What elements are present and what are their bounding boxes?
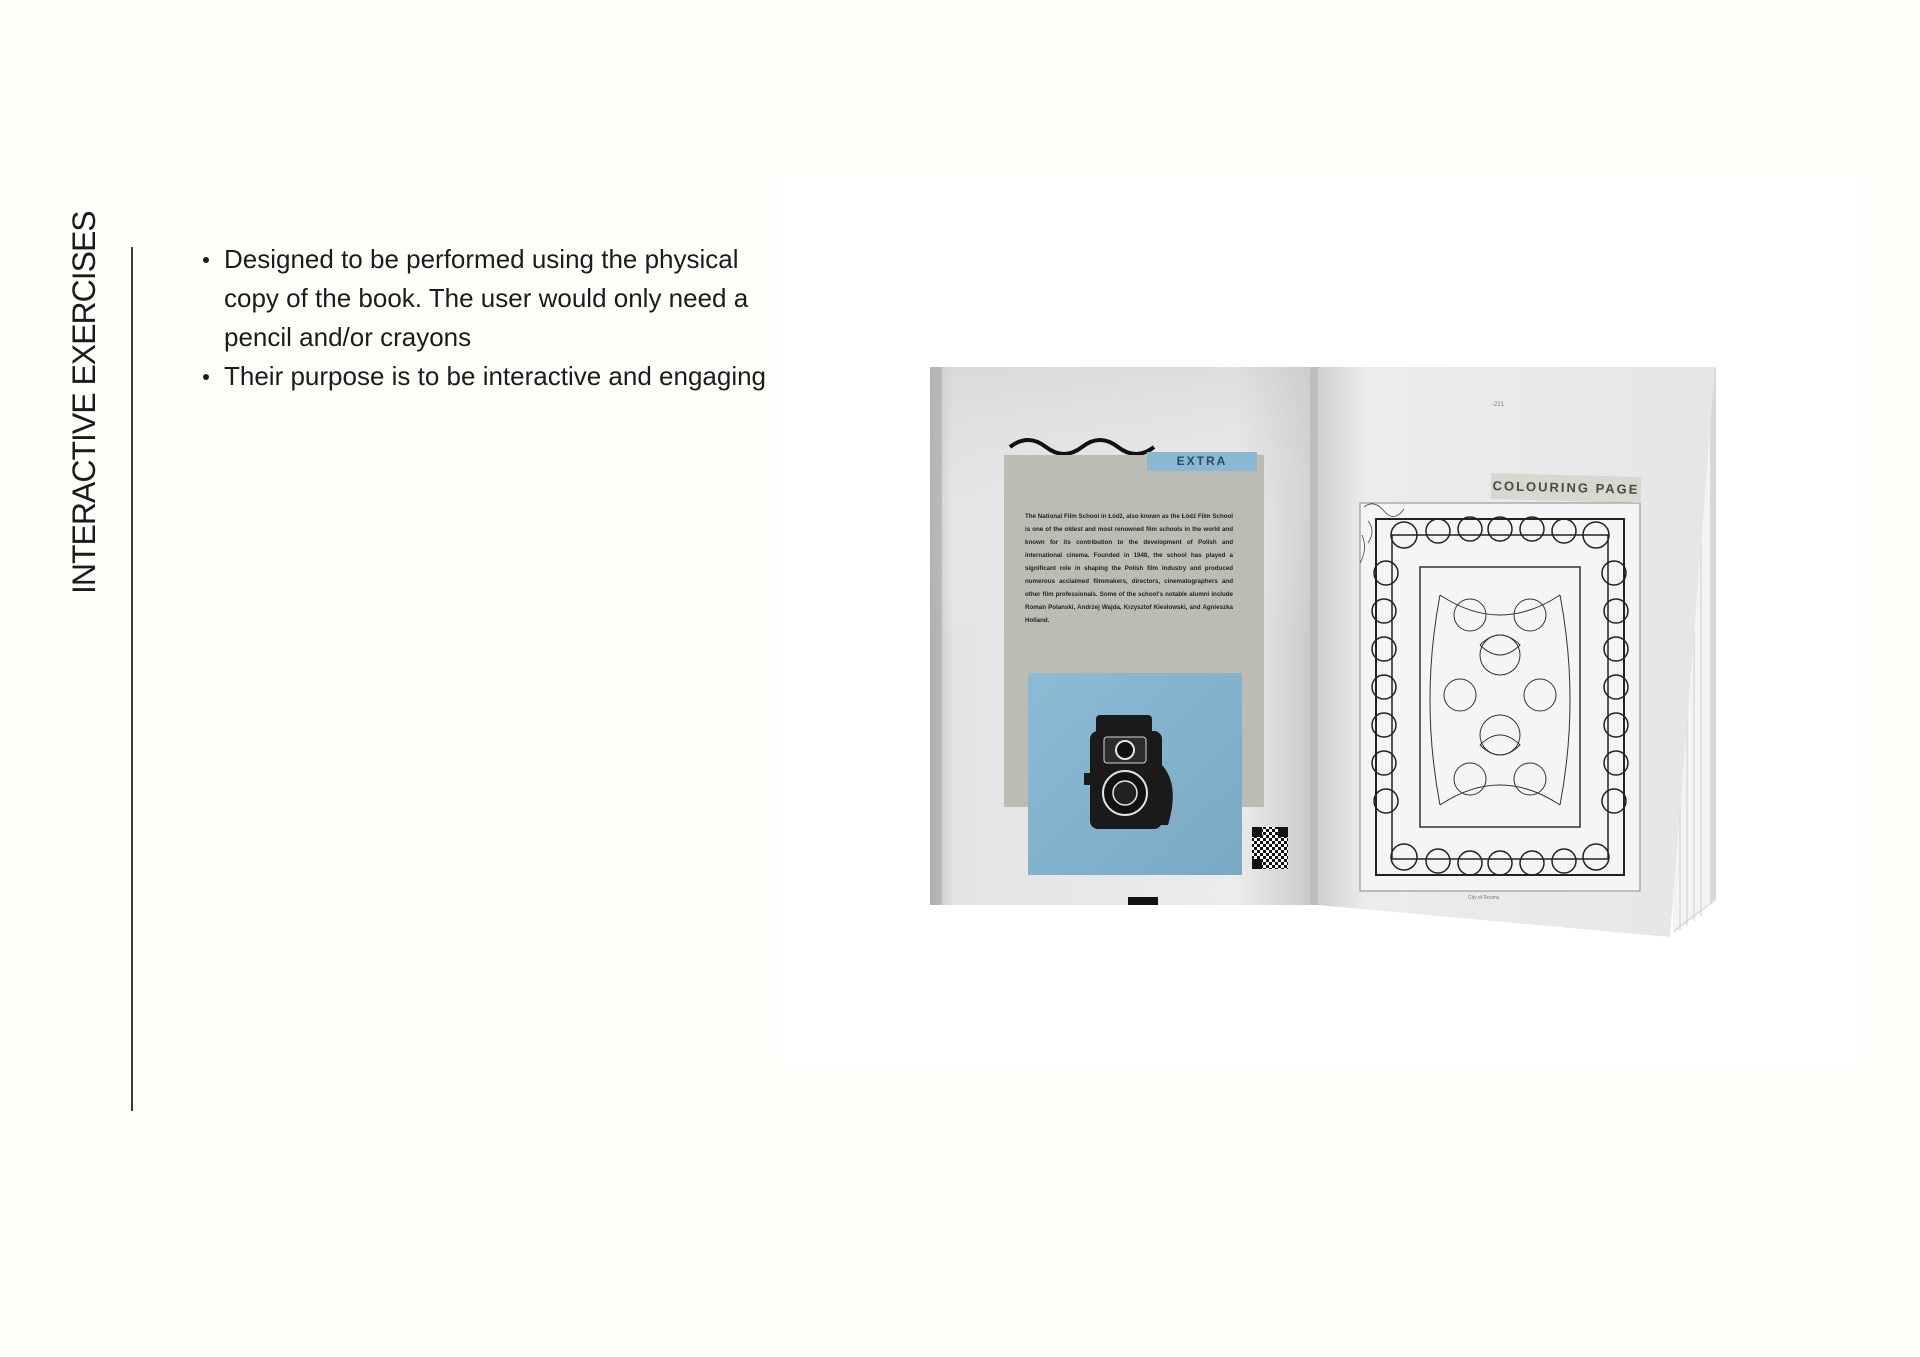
- page-caption: City of Rooms: [1468, 895, 1500, 901]
- ornamental-tapestry-icon: [1360, 503, 1640, 891]
- page-marker: [1128, 897, 1158, 905]
- colouring-page-tag: COLOURING PAGE: [1491, 473, 1642, 503]
- vertical-divider: [131, 247, 133, 1111]
- section-title: INTERACTIVE EXERCISES: [66, 211, 102, 594]
- book-mockup: [780, 175, 1860, 1065]
- page-number: -221: [1492, 402, 1505, 408]
- bullet-list: [196, 240, 784, 396]
- extra-tag: EXTRA: [1147, 452, 1257, 471]
- left-page-body-text: The National Film School in Łódź, also known as the Łódź Film School is one of the oldest and most renowned film schools in the world and known for its contribution to the development of Polish and international cinema. Founded in 1948, the school has played a significant role in shaping the Polish film industry and produced numerous acclaimed filmmakers, directors, cinematographers and other film professionals. Some of the school's notable alumni include Roman Polanski, Andrzej Wajda, Krzysztof Kieslowski, and Agnieszka Holland.: [1025, 513, 1233, 624]
- bullet-item: Their purpose is to be interactive and engaging: [224, 357, 784, 396]
- bullet-item: Designed to be performed using the physical copy of the book. The user would only need a pencil and/or crayons: [224, 240, 784, 357]
- book-illustration: [780, 175, 1860, 1065]
